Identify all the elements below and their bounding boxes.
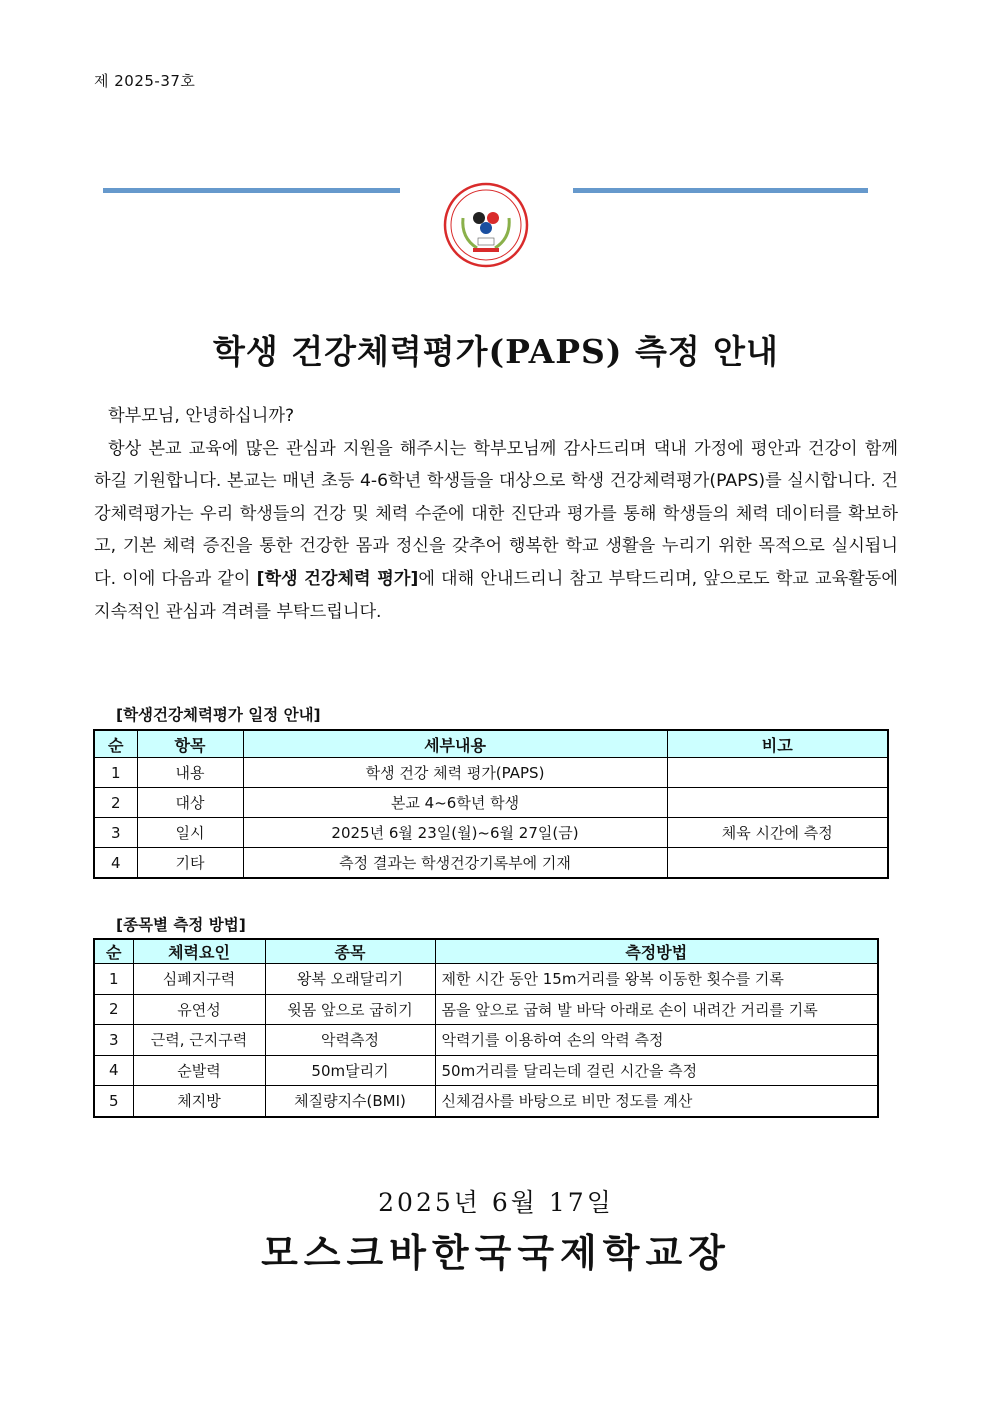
table-cell: 체지방 bbox=[133, 1086, 265, 1117]
issue-date: 2025년 6월 17일 bbox=[378, 1188, 614, 1217]
table-cell bbox=[667, 848, 888, 879]
header-cell: 순 bbox=[94, 939, 133, 964]
table-cell: 순발력 bbox=[133, 1055, 265, 1086]
greeting: 학부모님, 안녕하십니까? bbox=[108, 406, 295, 426]
table-cell: 근력, 근지구력 bbox=[133, 1025, 265, 1056]
table-cell: 윗몸 앞으로 굽히기 bbox=[265, 994, 435, 1025]
table-cell: 신체검사를 바탕으로 비만 정도를 계산 bbox=[435, 1086, 878, 1117]
document-number: 제 2025-37호 bbox=[94, 72, 196, 90]
paragraph-bold: [학생 건강체력 평가] bbox=[256, 568, 419, 589]
table-cell: 측정 결과는 학생건강기록부에 기재 bbox=[243, 848, 667, 879]
table-cell: 학생 건강 체력 평가(PAPS) bbox=[243, 758, 667, 788]
table-cell: 일시 bbox=[137, 818, 243, 848]
header-rule-right bbox=[573, 188, 868, 193]
schedule-header-row bbox=[94, 730, 888, 758]
schedule-title: [학생건강체력평가 일정 안내] bbox=[116, 706, 321, 724]
table-cell: 내용 bbox=[137, 758, 243, 788]
table-cell: 4 bbox=[94, 848, 137, 879]
table-cell: 50m달리기 bbox=[265, 1055, 435, 1086]
methods-header-row bbox=[94, 939, 878, 964]
table-cell: 50m거리를 달리는데 걸린 시간을 측정 bbox=[435, 1055, 878, 1086]
table-row bbox=[94, 1086, 878, 1117]
table-cell: 기타 bbox=[137, 848, 243, 879]
table-cell: 2 bbox=[94, 994, 133, 1025]
table-cell: 왕복 오래달리기 bbox=[265, 964, 435, 995]
table-cell: 3 bbox=[94, 1025, 133, 1056]
signer: 모스크바한국국제학교장 bbox=[261, 1230, 731, 1275]
table-cell: 악력기를 이용하여 손의 악력 측정 bbox=[435, 1025, 878, 1056]
table-cell: 2025년 6월 23일(월)~6월 27일(금) bbox=[243, 818, 667, 848]
table-cell: 1 bbox=[94, 964, 133, 995]
header-cell: 순 bbox=[94, 730, 137, 758]
table-cell: 제한 시간 동안 15m거리를 왕복 이동한 횟수를 기록 bbox=[435, 964, 878, 995]
letter-body bbox=[94, 400, 898, 628]
methods-table bbox=[93, 938, 879, 1118]
table-cell: 체육 시간에 측정 bbox=[667, 818, 888, 848]
table-cell bbox=[667, 758, 888, 788]
table-cell: 대상 bbox=[137, 788, 243, 818]
header-cell: 세부내용 bbox=[243, 730, 667, 758]
letter-paragraph bbox=[94, 433, 898, 629]
header-rule-left bbox=[103, 188, 400, 193]
table-cell: 3 bbox=[94, 818, 137, 848]
paragraph-text-1: 항상 본교 교육에 많은 관심과 지원을 해주시는 학부모님께 감사드리며 댁내 가정에 평안과 건강이 함께 하길 기원합니다. 본교는 매년 초등 4-6학년 학생들을 대상으로 학생 건강체력평가(PAPS)를 실시합니다. 건강체력평가는 우리 학생들의 건강 및 체력 수준에 대한 진단과 평가를 통해 학생들의 체력 데이터를 확보하고, 기본 체력 증진을 통한 건강한 몸과 정신을 갖추어 행복한 학교 생활을 누리기 위한 목적으로 실시됩니다. 이에 다음과 같이 bbox=[94, 438, 898, 589]
table-cell: 몸을 앞으로 굽혀 발 바닥 아래로 손이 내려간 거리를 기록 bbox=[435, 994, 878, 1025]
header-cell: 체력요인 bbox=[133, 939, 265, 964]
table-cell: 체질량지수(BMI) bbox=[265, 1086, 435, 1117]
table-cell: 심폐지구력 bbox=[133, 964, 265, 995]
paragraph-text-2: 에 대해 안내드리니 참고 부탁드리며, 앞으로도 학교 교육활동에 지속적인 관심과 격려를 부탁드립니다. bbox=[94, 568, 898, 622]
table-row bbox=[94, 964, 878, 995]
table-cell: 본교 4~6학년 학생 bbox=[243, 788, 667, 818]
header-cell: 측정방법 bbox=[435, 939, 878, 964]
table-cell: 악력측정 bbox=[265, 1025, 435, 1056]
table-cell bbox=[667, 788, 888, 818]
methods-title: [종목별 측정 방법] bbox=[116, 916, 246, 934]
table-row bbox=[94, 758, 888, 788]
table-cell: 1 bbox=[94, 758, 137, 788]
table-row bbox=[94, 1055, 878, 1086]
school-logo bbox=[443, 182, 529, 268]
page-title: 학생 건강체력평가(PAPS) 측정 안내 bbox=[213, 332, 779, 371]
table-cell: 5 bbox=[94, 1086, 133, 1117]
table-cell: 4 bbox=[94, 1055, 133, 1086]
header-cell: 종목 bbox=[265, 939, 435, 964]
table-row bbox=[94, 788, 888, 818]
table-row bbox=[94, 848, 888, 879]
header-cell: 비고 bbox=[667, 730, 888, 758]
header-cell: 항목 bbox=[137, 730, 243, 758]
table-row bbox=[94, 818, 888, 848]
table-cell: 2 bbox=[94, 788, 137, 818]
table-row bbox=[94, 994, 878, 1025]
table-cell: 유연성 bbox=[133, 994, 265, 1025]
schedule-table bbox=[93, 729, 889, 879]
table-row bbox=[94, 1025, 878, 1056]
